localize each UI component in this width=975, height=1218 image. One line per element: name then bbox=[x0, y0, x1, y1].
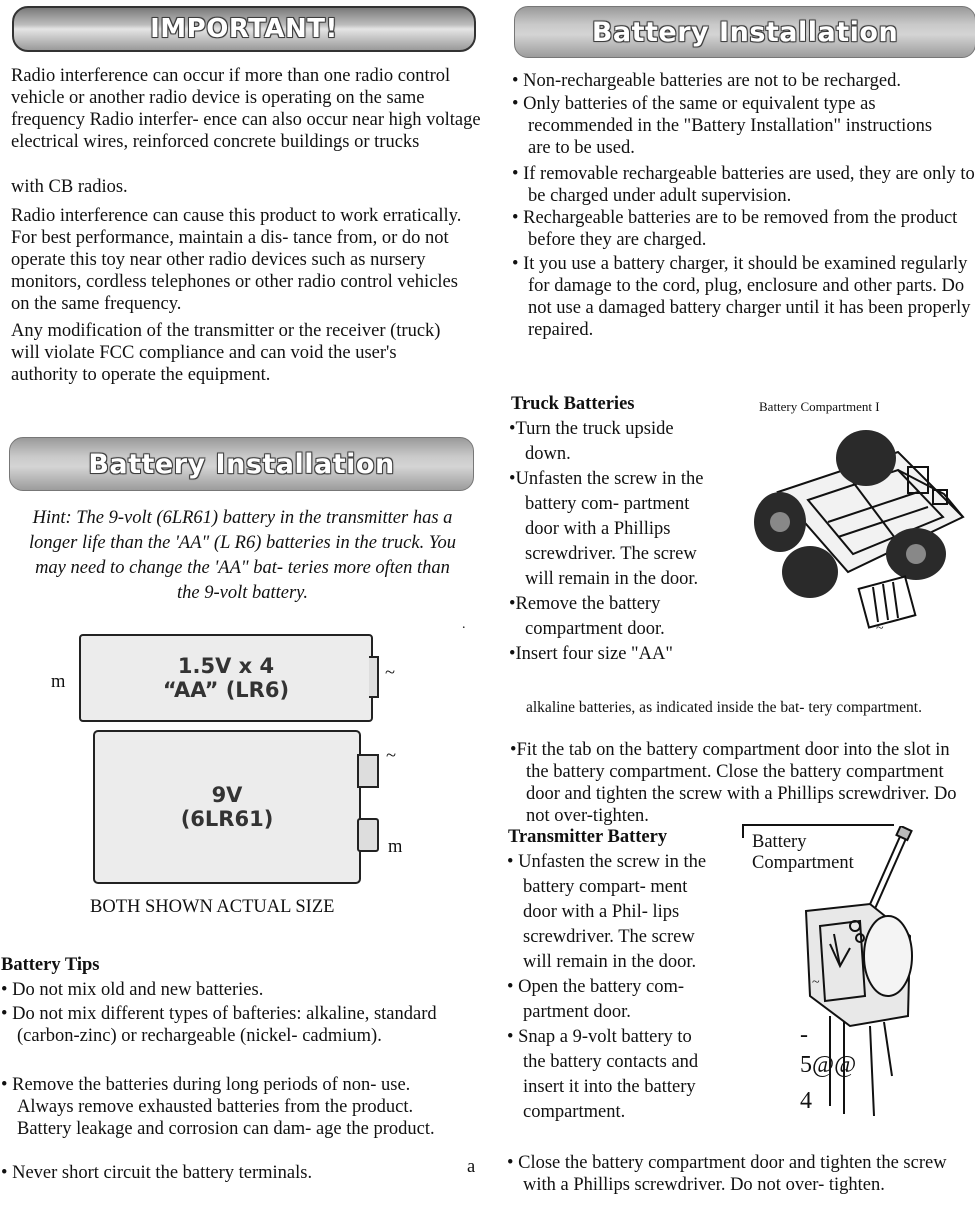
truck-batteries-title: Truck Batteries bbox=[511, 394, 635, 414]
battery-rule-1: • Non-rechargeable batteries are not to be recharged. bbox=[512, 71, 901, 91]
battery-tip-2: • Do not mix different types of bafteries: alkaline, standard (carbon-zinc) or rechargeable (nickel- cadmium). bbox=[1, 1004, 437, 1046]
nine-volt-battery-illustration bbox=[93, 730, 361, 884]
battery-tips-title: Battery Tips bbox=[1, 955, 100, 975]
mark-a: a bbox=[467, 1157, 476, 1177]
scribble-dash: - bbox=[800, 1022, 808, 1048]
scribble-code: 5@@ bbox=[800, 1052, 857, 1078]
mark-dot: . bbox=[462, 617, 466, 632]
truck-step-1: •Turn the truck upside down. bbox=[509, 419, 674, 464]
aa-battery-voltage: 1.5V x 4 bbox=[177, 654, 275, 678]
transmitter-battery-title: Transmitter Battery bbox=[508, 827, 668, 847]
battery-rule-4: • Rechargeable batteries are to be removed from the product before they are charged. bbox=[512, 208, 958, 250]
transmitter-illustration bbox=[800, 826, 920, 1126]
svg-text:~: ~ bbox=[812, 975, 820, 990]
radio-interference-paragraph-1-end: with CB radios. bbox=[11, 177, 128, 197]
mark-m-right: m bbox=[388, 837, 403, 857]
nine-volt-battery-type: (6LR61) bbox=[180, 807, 274, 831]
nine-volt-terminal-top bbox=[357, 754, 379, 788]
svg-text:~: ~ bbox=[876, 621, 884, 632]
aa-battery-illustration bbox=[79, 634, 373, 722]
transmitter-step-1: • Unfasten the screw in the battery compart- ment door with a Phil- lips screwdriver. The screw will remain in the door. bbox=[507, 852, 707, 972]
battery-tip-3: • Remove the batteries during long periods of non- use. Always remove exhausted batteries from the product. Battery leakage and corrosion can dam- age the product. bbox=[1, 1075, 435, 1139]
truck-steps bbox=[509, 417, 719, 667]
mark-tilde-2: ~ bbox=[386, 746, 397, 766]
aa-battery-type: “AA” (LR6) bbox=[162, 678, 290, 702]
transmitter-steps bbox=[507, 850, 712, 1125]
battery-hint: Hint: The 9-volt (6LR61) battery in the transmitter has a longer life than the 'AA" (L R6) batteries in the truck. You may need to change the 'AA" bat- teries more often than the 9-volt battery. bbox=[29, 508, 456, 603]
truck-step-2: •Unfasten the screw in the battery com- partment door with a Phillips screwdriver. The screw will remain in the door. bbox=[509, 469, 704, 589]
transmitter-close-step: • Close the battery compartment door and tighten the screw with a Phillips screwdriver. Do not over- tighten. bbox=[507, 1153, 947, 1195]
battery-installation-banner-left-text: Battery Installation bbox=[88, 448, 395, 480]
battery-tip-1: • Do not mix old and new batteries. bbox=[1, 980, 264, 1000]
truck-step-4: •Insert four size "AA" bbox=[509, 644, 673, 664]
mark-m-left: m bbox=[51, 672, 66, 692]
battery-installation-banner-right bbox=[514, 6, 975, 58]
important-banner-text: IMPORTANT! bbox=[150, 14, 338, 44]
nine-volt-terminal-bottom bbox=[357, 818, 379, 852]
battery-rule-3: • If removable rechargeable batteries are used, they are only to be charged under adult supervision. bbox=[512, 164, 975, 206]
aa-battery-terminal bbox=[369, 656, 379, 698]
battery-tip-4: • Never short circuit the battery terminals. bbox=[1, 1163, 313, 1183]
truck-alkaline-note: alkaline batteries, as indicated inside the bat- tery compartment. bbox=[526, 699, 922, 716]
nine-volt-battery-voltage: 9V bbox=[211, 783, 243, 807]
radio-interference-paragraph-1: Radio interference can occur if more than one radio control vehicle or another radio device is operating on the same frequency Radio interfer- ence can also occur near high voltage electrical wires, reinforced concrete buildings or trucks bbox=[11, 66, 481, 152]
truck-battery-compartment-caption: Battery Compartment I bbox=[759, 399, 880, 414]
actual-size-caption: BOTH SHOWN ACTUAL SIZE bbox=[90, 897, 335, 917]
fcc-compliance-paragraph: Any modification of the transmitter or the receiver (truck) will violate FCC compliance and can void the user's authority to operate the equipment. bbox=[11, 321, 441, 385]
radio-interference-paragraph-2: Radio interference can cause this product to work erratically. For best performance, maintain a dis- tance from, or do not operate this toy near other radio devices such as nursery monitors, cordless telephones or other radio control vehicles on the same frequency. bbox=[11, 206, 462, 314]
transmitter-step-3: • Snap a 9-volt battery to the battery contacts and insert it into the battery compartment. bbox=[507, 1027, 699, 1122]
truck-step-3: •Remove the battery compartment door. bbox=[509, 594, 665, 639]
battery-installation-banner-left bbox=[9, 437, 474, 491]
important-banner bbox=[12, 6, 476, 52]
transmitter-caption-line-2: Compartment bbox=[752, 853, 854, 873]
battery-rule-2: • Only batteries of the same or equivalent type as recommended in the "Battery Installation" instructions are to be used. bbox=[512, 94, 933, 158]
battery-rule-5: • It you use a battery charger, it should be examined regularly for damage to the cord, plug, enclosure and other parts. Do not use a damaged battery charger until it has been properly repaired. bbox=[512, 254, 971, 340]
transmitter-caption-line-1: Battery bbox=[752, 832, 807, 852]
transmitter-step-2: • Open the battery com- partment door. bbox=[507, 977, 685, 1022]
truck-fit-tab-step: •Fit the tab on the battery compartment door into the slot in the battery compartment. Close the battery compartment door and tighten the screw with a Phillips screwdriver. Do not over-tighten. bbox=[510, 740, 957, 826]
battery-installation-banner-right-text: Battery Installation bbox=[591, 16, 899, 48]
scribble-four: 4 bbox=[800, 1088, 812, 1114]
mark-tilde-1: ~ bbox=[385, 663, 396, 683]
truck-underside-illustration bbox=[748, 422, 972, 632]
